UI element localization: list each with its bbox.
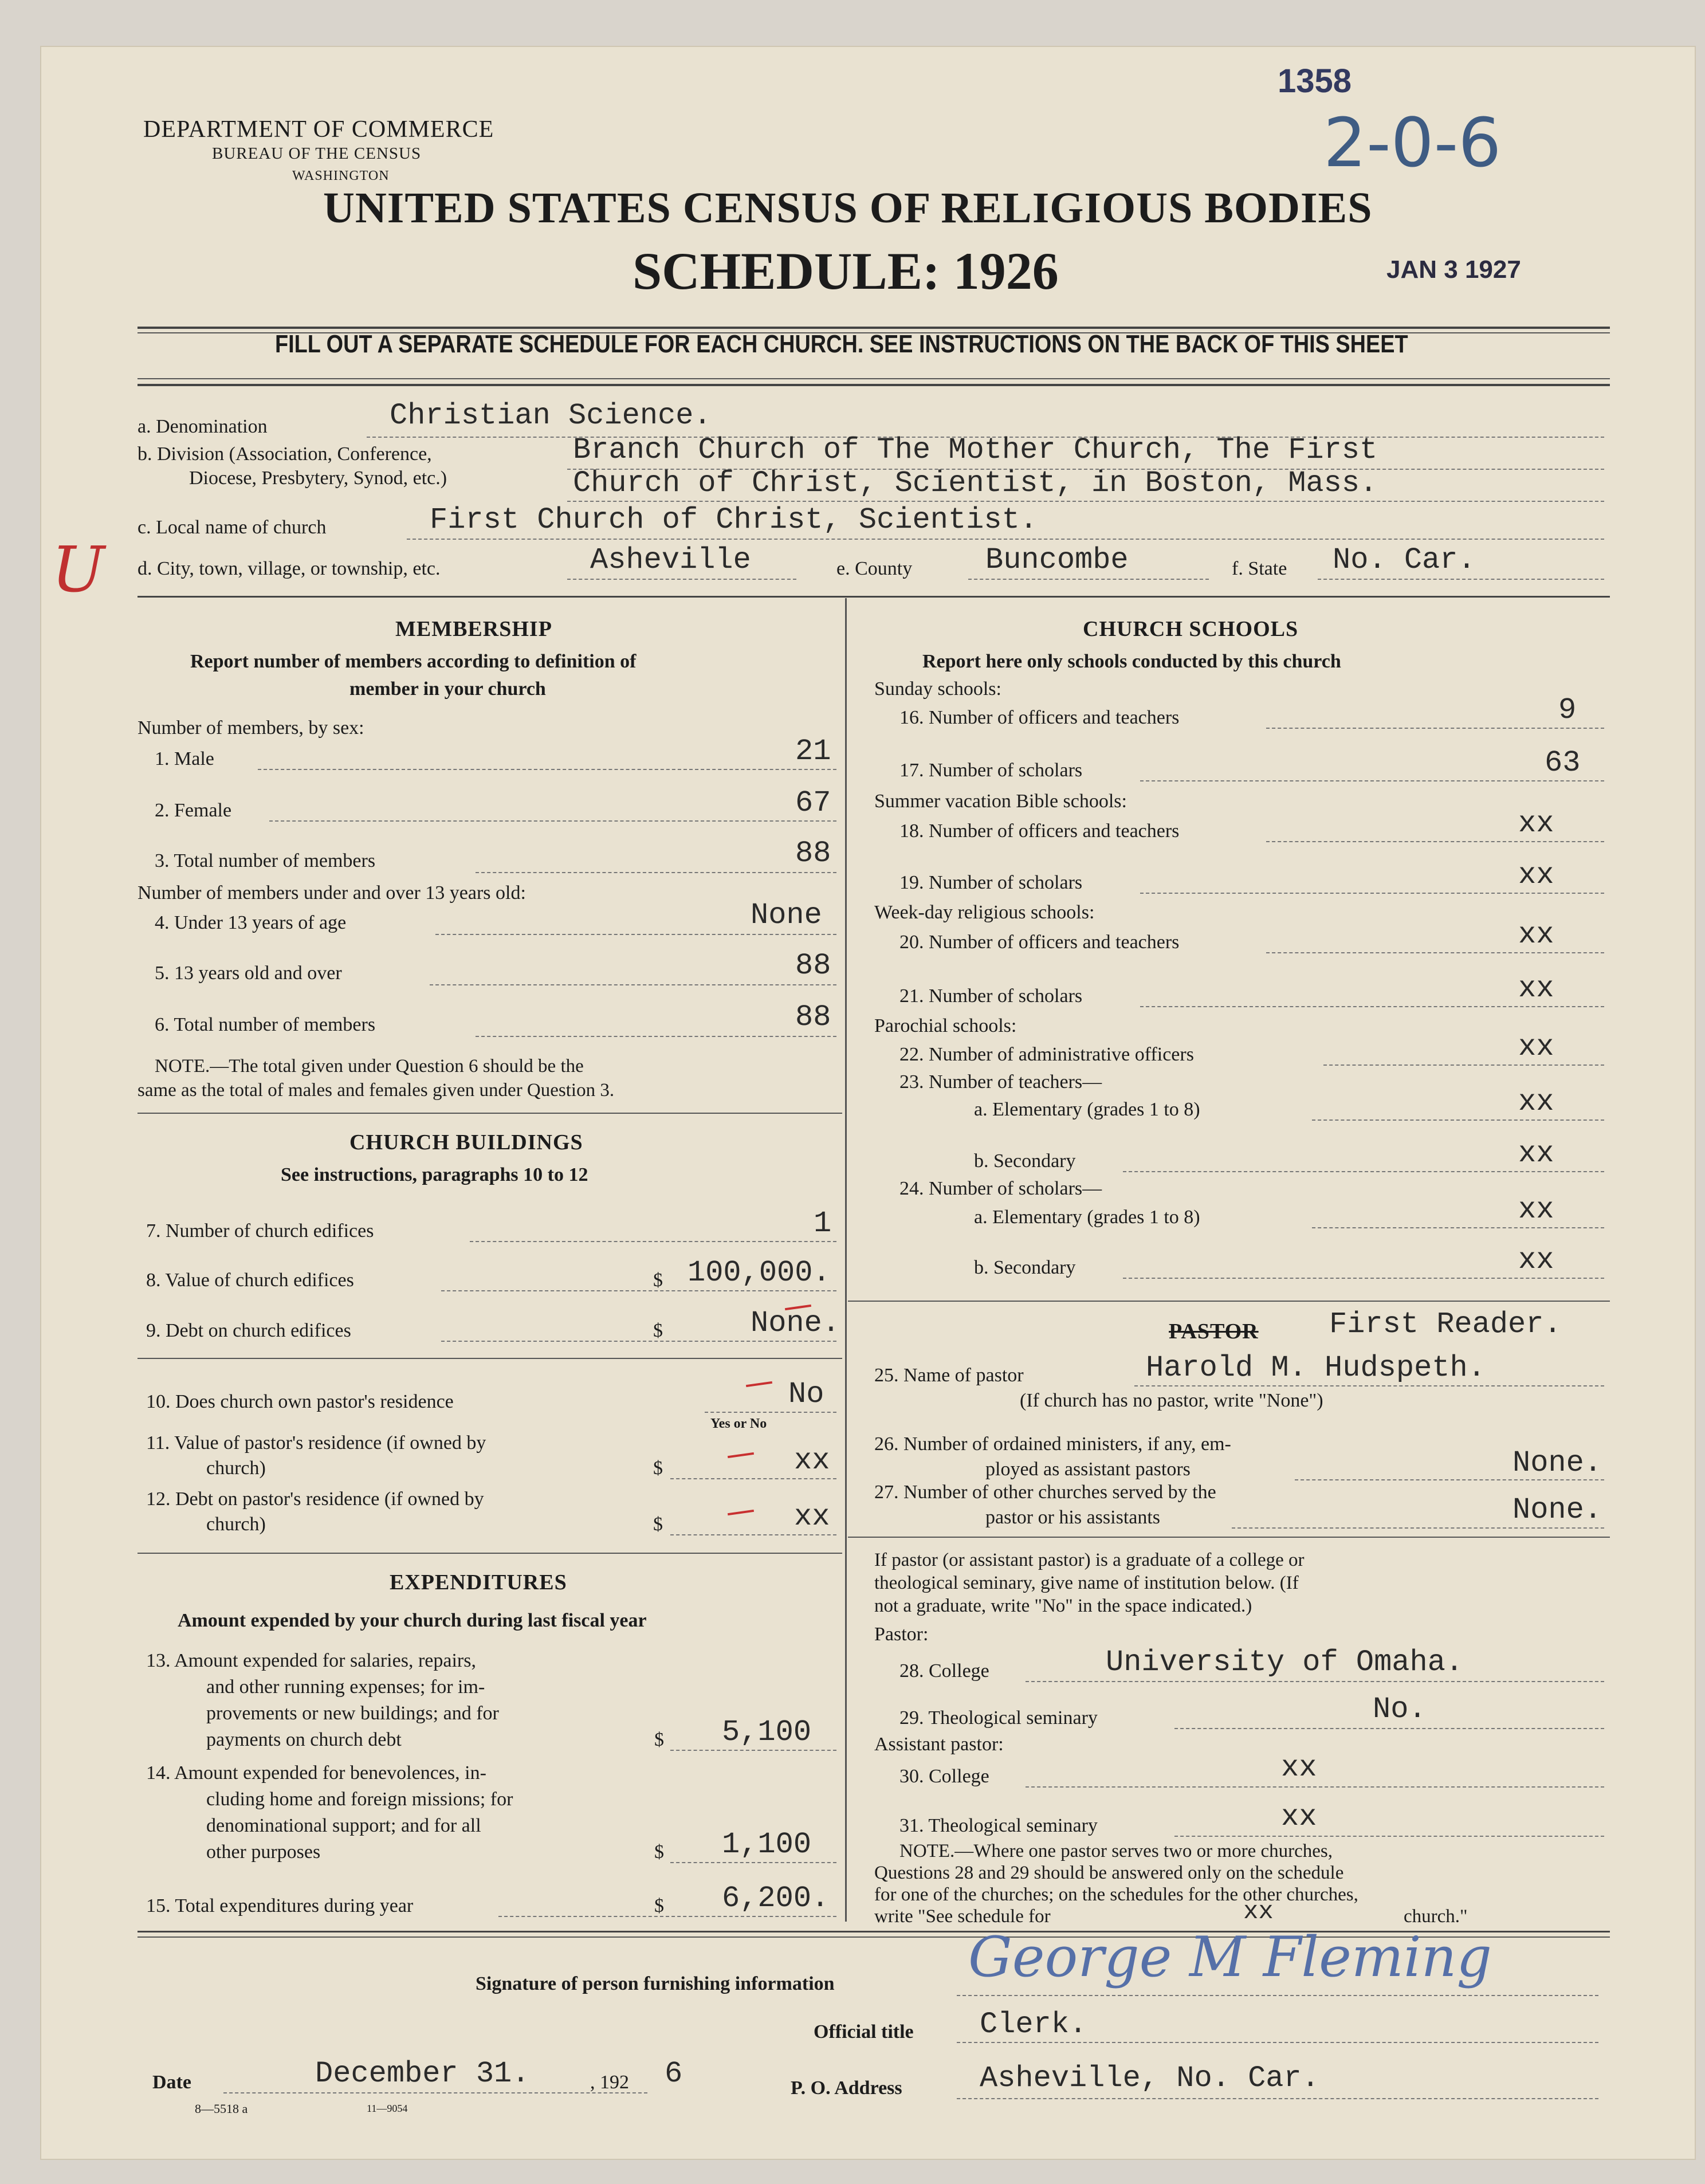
rule xyxy=(138,1358,842,1359)
fill-line xyxy=(1323,1064,1604,1066)
q15-value: 6,200. xyxy=(722,1881,830,1915)
q15-label: 15. Total expenditures during year xyxy=(146,1895,414,1916)
under-over-label: Number of members under and over 13 years old: xyxy=(138,882,526,904)
q31-label: 31. Theological seminary xyxy=(899,1815,1098,1836)
male-label: 1. Male xyxy=(155,748,214,769)
po-address-label: P. O. Address xyxy=(791,2077,902,2099)
male-value: 21 xyxy=(795,734,831,768)
division-label-2: Diocese, Presbytery, Synod, etc.) xyxy=(189,468,447,489)
q14-line-2: cluding home and foreign missions; for xyxy=(206,1789,513,1810)
fill-line xyxy=(1174,1728,1604,1729)
rule xyxy=(848,1537,1610,1538)
form-number: 8—5518 a xyxy=(195,2101,248,2116)
bureau-label: BUREAU OF THE CENSUS xyxy=(212,144,422,163)
q20-value: xx xyxy=(1518,918,1554,952)
fill-line xyxy=(430,984,836,985)
female-value: 67 xyxy=(795,786,831,820)
q26-value: None. xyxy=(1512,1446,1602,1480)
red-mark xyxy=(728,1510,754,1515)
fill-line xyxy=(1123,1171,1604,1172)
q23a-label: a. Elementary (grades 1 to 8) xyxy=(974,1099,1200,1120)
red-mark xyxy=(728,1452,754,1458)
q21-value: xx xyxy=(1518,972,1554,1005)
q16-label: 16. Number of officers and teachers xyxy=(899,707,1180,728)
q13-line-3: provements or new buildings; and for xyxy=(206,1703,499,1724)
signature-label: Signature of person furnishing information xyxy=(476,1973,835,1994)
q27-label-2: pastor or his assistants xyxy=(985,1507,1161,1528)
official-title-value: Clerk. xyxy=(980,2008,1087,2041)
yes-no-hint: Yes or No xyxy=(710,1416,767,1431)
q23a-value: xx xyxy=(1518,1085,1554,1119)
department-label: DEPARTMENT OF COMMERCE xyxy=(143,116,494,143)
county-label: e. County xyxy=(836,558,913,579)
assistant-pastor-label: Assistant pastor: xyxy=(874,1734,1004,1755)
q7-value: 1 xyxy=(814,1207,832,1240)
q21-label: 21. Number of scholars xyxy=(899,985,1083,1007)
rule xyxy=(138,1553,842,1554)
q17-value: 63 xyxy=(1545,746,1581,780)
file-number: 1358 xyxy=(1278,62,1352,100)
q26-label-2: ployed as assistant pastors xyxy=(985,1459,1191,1480)
graduate-note-3: not a graduate, write "No" in the space indicated.) xyxy=(874,1596,1252,1616)
city-label: WASHINGTON xyxy=(292,168,390,183)
q27-value: None. xyxy=(1512,1493,1602,1527)
membership-sub-2: member in your church xyxy=(349,678,546,700)
over-13-label: 5. 13 years old and over xyxy=(155,963,342,984)
fill-line xyxy=(670,1478,836,1479)
buildings-sub: See instructions, paragraphs 10 to 12 xyxy=(281,1164,588,1185)
q22-value: xx xyxy=(1518,1030,1554,1064)
fill-line xyxy=(957,2042,1598,2043)
q13-value: 5,100 xyxy=(722,1715,812,1749)
fill-line xyxy=(1312,1120,1604,1121)
date-value: December 31. xyxy=(315,2057,530,2091)
q11-dollar: $ xyxy=(653,1458,663,1479)
census-schedule-sheet xyxy=(40,46,1696,2160)
fill-line xyxy=(1026,1786,1604,1788)
q24a-value: xx xyxy=(1518,1193,1554,1227)
rule xyxy=(848,1301,1610,1302)
fill-line xyxy=(705,1412,836,1413)
fill-line xyxy=(441,1341,836,1342)
q10-label: 10. Does church own pastor's residence xyxy=(146,1391,454,1412)
fill-line xyxy=(1140,1006,1604,1007)
pencil-code: 2-0-6 xyxy=(1323,103,1502,182)
fill-line xyxy=(1232,1527,1604,1529)
fill-line xyxy=(476,872,836,873)
weekday-label: Week-day religious schools: xyxy=(874,902,1095,923)
q23b-value: xx xyxy=(1518,1137,1554,1170)
q14-dollar: $ xyxy=(654,1841,664,1863)
margin-mark: U xyxy=(52,533,105,606)
fill-line xyxy=(441,1290,836,1291)
q23-label: 23. Number of teachers— xyxy=(899,1071,1102,1093)
rule xyxy=(138,1113,842,1114)
membership-heading: MEMBERSHIP xyxy=(395,617,552,641)
q8-dollar: $ xyxy=(653,1270,663,1291)
signature: George M Fleming xyxy=(968,1925,1492,1989)
fill-line xyxy=(269,820,836,822)
rule xyxy=(138,384,1610,386)
fill-line xyxy=(1140,780,1604,781)
q25-note: (If church has no pastor, write "None") xyxy=(1020,1390,1323,1411)
fill-line xyxy=(1266,952,1604,953)
city-value: Asheville xyxy=(590,543,751,577)
rule xyxy=(138,378,1610,379)
membership-note-2: same as the total of males and females given under Question 3. xyxy=(138,1080,615,1101)
q28-label: 28. College xyxy=(899,1660,989,1682)
fill-line xyxy=(1134,1385,1604,1386)
q29-value: No. xyxy=(1373,1692,1427,1726)
total-members-label: 3. Total number of members xyxy=(155,850,376,871)
q7-label: 7. Number of church edifices xyxy=(146,1220,374,1242)
q24b-label: b. Secondary xyxy=(974,1257,1076,1278)
q14-line-4: other purposes xyxy=(206,1841,321,1863)
pastor-note-4-value: xx xyxy=(1243,1898,1274,1926)
instructions-banner: FILL OUT A SEPARATE SCHEDULE FOR EACH CHURCH. SEE INSTRUCTIONS ON THE BACK OF THIS SHEET xyxy=(275,330,1408,358)
q18-value: xx xyxy=(1518,807,1554,840)
under-13-label: 4. Under 13 years of age xyxy=(155,912,347,933)
total-members-2-label: 6. Total number of members xyxy=(155,1014,376,1035)
pastor-note-2: Questions 28 and 29 should be answered only on the schedule xyxy=(874,1863,1344,1883)
q14-line-3: denominational support; and for all xyxy=(206,1815,481,1836)
q12-dollar: $ xyxy=(653,1514,663,1535)
q31-value: xx xyxy=(1281,1800,1317,1834)
q12-value: xx xyxy=(794,1500,830,1534)
state-label: f. State xyxy=(1232,558,1287,579)
pastor-note-1: NOTE.—Where one pastor serves two or more churches, xyxy=(899,1841,1333,1861)
q9-value: None. xyxy=(751,1306,840,1340)
q13-line-2: and other running expenses; for im- xyxy=(206,1676,485,1698)
pastor-note-4a: write "See schedule for xyxy=(874,1906,1051,1927)
q30-value: xx xyxy=(1281,1751,1317,1785)
q11-value: xx xyxy=(794,1444,830,1478)
fill-line xyxy=(223,2092,647,2093)
year-prefix: , 192 xyxy=(590,2072,629,2093)
division-value-1: Branch Church of The Mother Church, The First xyxy=(573,433,1378,467)
date-label: Date xyxy=(152,2072,191,2093)
q16-value: 9 xyxy=(1558,693,1577,727)
fill-line xyxy=(670,1862,836,1863)
membership-sub-1: Report number of members according to definition of xyxy=(190,651,637,672)
expenditures-sub: Amount expended by your church during last fiscal year xyxy=(178,1610,647,1631)
total-members-2-value: 88 xyxy=(795,1000,831,1034)
sunday-label: Sunday schools: xyxy=(874,678,1001,700)
q12-label-1: 12. Debt on pastor's residence (if owned by xyxy=(146,1488,484,1510)
red-mark xyxy=(746,1381,772,1387)
buildings-heading: CHURCH BUILDINGS xyxy=(349,1130,583,1154)
q9-label: 9. Debt on church edifices xyxy=(146,1320,351,1341)
q19-value: xx xyxy=(1518,858,1554,892)
total-members-value: 88 xyxy=(795,836,831,870)
form-title: UNITED STATES CENSUS OF RELIGIOUS BODIES xyxy=(323,184,1373,232)
fill-line xyxy=(567,501,1604,502)
q11-label-2: church) xyxy=(206,1458,266,1479)
schools-sub: Report here only schools conducted by this church xyxy=(922,651,1341,672)
denomination-label: a. Denomination xyxy=(138,416,268,437)
q9-dollar: $ xyxy=(653,1320,663,1341)
q12-label-2: church) xyxy=(206,1514,266,1535)
q8-value: 100,000. xyxy=(688,1256,831,1290)
q15-dollar: $ xyxy=(654,1895,664,1916)
q13-line-1: 13. Amount expended for salaries, repairs, xyxy=(146,1650,476,1671)
schools-heading: CHURCH SCHOOLS xyxy=(1083,617,1299,641)
print-number: 11—9054 xyxy=(367,2103,408,2114)
q13-line-4: payments on church debt xyxy=(206,1729,402,1750)
pastor-note-3: for one of the churches; on the schedules for the other churches, xyxy=(874,1884,1358,1905)
q17-label: 17. Number of scholars xyxy=(899,760,1083,781)
received-stamp: JAN 3 1927 xyxy=(1386,256,1521,284)
local-name-label: c. Local name of church xyxy=(138,517,327,538)
parochial-label: Parochial schools: xyxy=(874,1015,1017,1036)
fill-line xyxy=(498,1916,836,1917)
q8-label: 8. Value of church edifices xyxy=(146,1270,354,1291)
female-label: 2. Female xyxy=(155,800,232,821)
q24b-value: xx xyxy=(1518,1243,1554,1277)
q14-line-1: 14. Amount expended for benevolences, in- xyxy=(146,1762,486,1784)
fill-line xyxy=(1318,579,1604,580)
q24-label: 24. Number of scholars— xyxy=(899,1178,1102,1199)
county-value: Buncombe xyxy=(985,543,1129,577)
fill-line xyxy=(957,1995,1598,1996)
year-digit: 6 xyxy=(665,2057,683,2091)
q20-label: 20. Number of officers and teachers xyxy=(899,932,1180,953)
fill-line xyxy=(470,1241,836,1242)
q24a-label: a. Elementary (grades 1 to 8) xyxy=(974,1207,1200,1228)
official-title-label: Official title xyxy=(814,2021,914,2042)
fill-line xyxy=(1312,1227,1604,1228)
q11-label-1: 11. Value of pastor's residence (if owned by xyxy=(146,1432,486,1454)
by-sex-label: Number of members, by sex: xyxy=(138,717,364,739)
fill-line xyxy=(407,539,1604,540)
division-value-2: Church of Christ, Scientist, in Boston, Mass. xyxy=(573,466,1378,500)
fill-line xyxy=(476,1036,836,1037)
q25-label: 25. Name of pastor xyxy=(874,1365,1024,1386)
membership-note-1: NOTE.—The total given under Question 6 should be the xyxy=(155,1056,584,1077)
q26-label-1: 26. Number of ordained ministers, if any, em- xyxy=(874,1433,1231,1455)
fill-line xyxy=(1026,1681,1604,1682)
denomination-value: Christian Science. xyxy=(390,399,712,433)
fill-line xyxy=(567,579,796,580)
fill-line xyxy=(258,769,836,770)
q30-label: 30. College xyxy=(899,1766,989,1787)
q25-value: Harold M. Hudspeth. xyxy=(1146,1351,1486,1385)
q22-label: 22. Number of administrative officers xyxy=(899,1044,1194,1065)
graduate-note-2: theological seminary, give name of institution below. (If xyxy=(874,1573,1299,1593)
expenditures-heading: EXPENDITURES xyxy=(390,1570,567,1594)
q14-value: 1,100 xyxy=(722,1828,812,1861)
schedule-title: SCHEDULE: 1926 xyxy=(632,242,1059,300)
q10-value: No xyxy=(788,1377,824,1411)
fill-line xyxy=(670,1534,836,1535)
q13-dollar: $ xyxy=(654,1729,664,1750)
division-label: b. Division (Association, Conference, xyxy=(138,443,432,465)
under-13-value: None xyxy=(751,898,822,932)
fill-line xyxy=(1140,893,1604,894)
over-13-value: 88 xyxy=(795,949,831,983)
fill-line xyxy=(435,934,836,935)
fill-line xyxy=(1266,728,1604,729)
pastor-heading: PASTOR xyxy=(1169,1319,1259,1344)
city-label: d. City, town, village, or township, etc. xyxy=(138,558,441,579)
state-value: No. Car. xyxy=(1333,543,1476,577)
q18-label: 18. Number of officers and teachers xyxy=(899,820,1180,842)
summer-label: Summer vacation Bible schools: xyxy=(874,791,1127,812)
pastor-heading-typed: First Reader. xyxy=(1329,1307,1562,1341)
fill-line xyxy=(670,1750,836,1751)
fill-line xyxy=(968,579,1209,580)
fill-line xyxy=(1174,1836,1604,1837)
local-name-value: First Church of Christ, Scientist. xyxy=(430,503,1038,537)
rule xyxy=(138,327,1610,329)
graduate-note-1: If pastor (or assistant pastor) is a graduate of a college or xyxy=(874,1550,1305,1570)
q28-value: University of Omaha. xyxy=(1106,1645,1464,1679)
po-address-value: Asheville, No. Car. xyxy=(980,2061,1319,2095)
q23b-label: b. Secondary xyxy=(974,1150,1076,1172)
fill-line xyxy=(1123,1278,1604,1279)
q27-label-1: 27. Number of other churches served by the xyxy=(874,1482,1216,1503)
fill-line xyxy=(1295,1479,1604,1480)
column-divider xyxy=(845,598,847,1922)
fill-line xyxy=(957,2098,1598,2099)
pastor-note-4b: church." xyxy=(1404,1906,1468,1927)
rule xyxy=(138,596,1610,598)
fill-line xyxy=(1266,841,1604,842)
q19-label: 19. Number of scholars xyxy=(899,872,1083,893)
q29-label: 29. Theological seminary xyxy=(899,1707,1098,1729)
pastor-sub-label: Pastor: xyxy=(874,1624,929,1645)
